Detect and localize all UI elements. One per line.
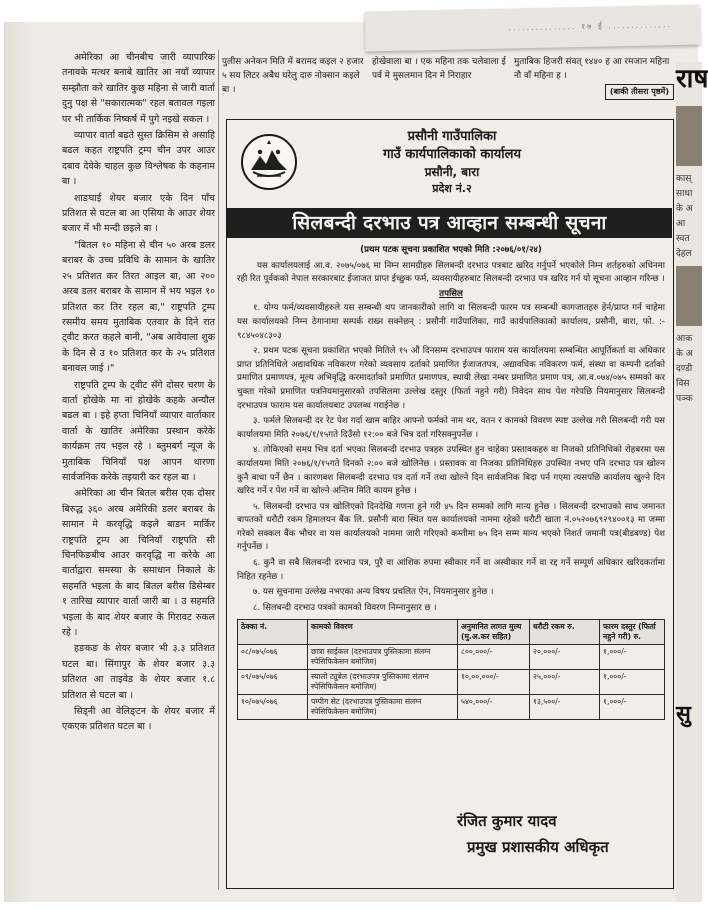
terms-heading: तपसिल xyxy=(439,288,463,299)
page-shadow xyxy=(4,22,34,902)
nepal-emblem-logo xyxy=(241,134,297,190)
top-strip-column-3 xyxy=(514,55,674,100)
term-item: ६. कुनै वा सबै सिलबन्दी दरभाउ पत्र, पुरै वा आंशिक रुपमा स्वीकार गर्ने वा अस्वीकार गर्ने वा रद्द गर्ने सम्पूर्ण अधिकार खरिदकर्तामा निहित रहनेछ । xyxy=(237,558,665,582)
right-photo-2 xyxy=(676,266,702,326)
table-cell: १३,५००/- xyxy=(530,695,600,720)
table-row xyxy=(238,695,665,720)
right-line: कास् xyxy=(676,174,692,184)
masthead-strip-text: ............... १७ ई .............. xyxy=(508,20,673,33)
notice-intro: यस कार्यालयलाई आ.व. २०७५/०७६ मा निम्न सामग्रीहरु सिलबन्दी दरभाउ पत्रबाट खरिद गर्नुपर्ने भएकोले निम्न शर्तहरुको अधिनमा रही रित पूर्वकको नेपाल सरकारबाट ईजाजत प्राप्त ईच्छुक फर्म, व्यवसायीहरुबाट सिलबन्दी दरभाउ पत्र खरिद गर्न यो सूचना आव्हान गरिन्छ । xyxy=(237,260,665,285)
right-photo xyxy=(676,106,702,166)
signatory-title: प्रमुख प्रशासकीय अधिकृत xyxy=(467,838,609,856)
left-paragraph: हङकङ के शेयर बजार भी ३.३ प्रतिशत घटल बा। सिंगापुर के शेयर बजार ३.३ प्रतिशत आ ताइवेड के शेयर बजार १.८ प्रतिशत से घटल बा । xyxy=(62,643,215,701)
table-cell: १,०००/- xyxy=(600,645,665,670)
column-header: फारम दस्तुर (फिर्ता नहुने गरी) रु. xyxy=(600,620,665,645)
right-line: देहल xyxy=(676,249,692,259)
column-header: ठेक्का नं. xyxy=(238,620,308,645)
signature-block xyxy=(457,808,657,860)
left-paragraph: राष्ट्रपति ट्रम्प के ट्वीट सँगे दोसर चरण के वार्ता होखेके मा नां होखेके कहके अन्यौल बढल बा । इहे हप्ता चिनियाँ व्यापार वार्ताकार वार्ता के खातिर अमेरिका प्रस्थान करेके कार्यक्रम तय भइल रहे । ब्लुमबर्ग न्यूज के मुताबिक चिनियाँ पक्ष आपन धारणा सार्वजनिक करेके तइयारी कर रहल बा । xyxy=(62,379,215,483)
column-header: धरौटी रकम रु. xyxy=(530,620,600,645)
right-line: आ xyxy=(676,219,686,229)
notice-header xyxy=(227,120,673,208)
top-strip-column-1: पुलीस अनेकन मिति में बरामद कइल २ हजार ५ सय लिटर अबैध घरेलु दारु नोक्सान कइले बा । xyxy=(222,57,364,95)
right-line: साधा xyxy=(676,189,693,199)
right-line: स्वत xyxy=(676,234,690,244)
table-cell: १०/०७५/०७६ xyxy=(238,695,308,720)
folded-page-corner xyxy=(365,4,701,51)
left-paragraph: सिड्नी आ वेलिङ्टन के शेयर बजार में एकएक प्रतिशत घटल बा । xyxy=(62,706,215,733)
right-line: आक xyxy=(676,334,693,344)
province-name: प्रदेश नं.२ xyxy=(432,182,472,195)
table-row xyxy=(238,645,665,670)
top-strip-column-2: होखेवाला बा । एक महिना तक चलेवाला ई पर्व मे मुसलमान दिन मे निराहार xyxy=(372,57,506,81)
work-details-table xyxy=(237,619,665,720)
left-paragraph: व्यापार वार्ता बढ़ते सुस्त क्रिसिम से असाहि बढल कहत राष्ट्रपति ट्रम्प चीन उपर आउर दबाव देवेके चाहल कुछ विश्लेषक के कहनाम बा । xyxy=(62,130,215,188)
table-cell: ५४०,०००/- xyxy=(458,695,530,720)
newspaper-page xyxy=(4,22,708,902)
table-cell: ८००,०००/- xyxy=(458,645,530,670)
office-name-block xyxy=(307,128,597,197)
left-news-column xyxy=(62,50,215,736)
right-line: के अ xyxy=(676,349,693,359)
term-item: ५. सिलबन्दी दरभाउ पत्र खोलिएको दिनदेखि गणना हुने गरी ४५ दिन सम्मको लागि मान्य हुनेछ । सिलबन्दी दरभाउको साथ जमानत बापतको धरौटी रकम हिमालयन बैंक लि. प्रसौनी बारा स्थित यस कार्यालयको नाममा रहेको धरौटी खाता नं.०५२०७६९२९४००१३ मा जम्मा गरेको सक्कल बैंक भौचर वा यस कार्यालयको नाममा जारी गरिएको कम्तीमा ७५ दिन सम्म मान्य भएको निशर्त जमानी पत्र(बीडबण्ड) पेश गर्नुपर्नेछ । xyxy=(237,501,665,553)
term-item: ४. तोकिएको समय भित्र दर्ता भएका सिलबन्दी दरभाउ पत्रहरु उपस्थित हुन चाहेका प्रस्तावकहरु वा निजको प्रतिनिधिको रोहबरमा यस कार्यालयमा मिति २०७६/१/१५गते दिनको २:०० बजे खोलिनेछ । प्रस्तावक वा निजका प्रतिनिधिहरु उपस्थित नभए पनि दरभाउ पत्र खोल्न कुनै बाधा पर्ने छैन । कारणबश सिलबन्दी दरभाउ पत्र दर्ता गर्ने तथा खोल्ने दिन सार्वजनिक बिदा पर्न गएमा त्यसपछि कार्यालय खुल्ने दिन खरिद गर्ने र पेश गर्ने वा खोल्ने अन्तिम मिति कायम हुनेछ । xyxy=(237,445,665,497)
right-line: विस xyxy=(676,379,690,389)
table-header-row xyxy=(238,620,665,645)
column-divider xyxy=(218,50,219,890)
table-cell: ०८/०७५/०७६ xyxy=(238,645,308,670)
table-cell: २०,०००/- xyxy=(530,645,600,670)
right-line: पञ्क xyxy=(676,394,693,404)
right-headline: राष xyxy=(676,64,708,94)
top-news-strip xyxy=(222,55,674,117)
office-location: प्रसौनी, बारा xyxy=(424,165,480,179)
table-cell: स्यालो ट्युबेल (दरभाउपत्र पुस्तिकामा संलग्न स्पेसिफिकेसन बमोजिम) xyxy=(308,670,458,695)
municipality-name: प्रसौनी गाउँपालिका xyxy=(407,129,497,144)
column-header: अनुमानित लागत मुल्य (मु.अ.कर सहित) xyxy=(458,620,530,645)
column-header: कामको विवरण xyxy=(308,620,458,645)
term-item: १. योग्य फर्म/व्यवसायीहरुले यस सम्बन्धी थप जानकारीको लागि वा सिलबन्दी फारम पत्र सम्बन्धी कागजातहरु हेर्न/प्राप्त गर्न चाहेमा यस कार्यालयको निम्न ठेगानामा सम्पर्क राख्न सक्नेछन् : प्रसौनी गाउँपालिका, गाउँ कार्यपालिकाको कार्यालय, प्रसौनी, बारा, फो. :- ९८४५०४८३०३ xyxy=(237,303,665,341)
top-strip-text: मुताबिक हिजरी संवत् १४४० ह आ रमजान महिना नौ वाँ महिना ह । xyxy=(514,57,670,81)
right-cut-column xyxy=(676,62,708,902)
term-item: ३. फर्मले सिलबन्दी दर रेट पेश गर्दा खाम बाहिर आफ्नो फर्मको नाम थर, वतन र कामको विवरण स्पष्ट उल्लेख गरी सिलबन्दी गरी यस कार्यालयमा मिति २०७६/१/१५गते दिउँसो १२:०० बजे भित्र दर्ता गरिसक्नुपर्नेछ । xyxy=(237,416,665,440)
right-line: दण्डी xyxy=(676,364,693,374)
table-cell: १०,००,०००/- xyxy=(458,670,530,695)
table-cell: ०९/०७५/०७६ xyxy=(238,670,308,695)
left-paragraph: अमेरिका आ चीन बितल बरीस एक दोसर बिरुद्ध ३६० अरब अमेरिकी डलर बराबर के सामान मे करवृद्धि कइले बाडन मार्किर राष्ट्रपति ट्रम्प आ चिनियाँ राष्ट्रपति सी चिनफिङबीच आउर करवृद्धि ना करेके आ वार्ताद्वारा समस्या के समाधान निकाले के सहमति भइला के बाद बितल बरीस डिसेम्बर १ तारिख व्यापार वार्ता जारी बा । उ सहमति भइला के बाद शेयर बजार के गिरावट रुकल रहे । xyxy=(62,488,215,639)
left-paragraph: "बितल १० महिना से चीन ५० अरब डलर बराबर के उच्च प्रविधि के सामान के खातिर २५ प्रतिशत कर तिरत आइल बा, आ २०० अरब डलर बराबर के सामान में भय भइल १० प्रतिशत कर तिर रहल बा," राष्ट्रपति ट्रम्प रसमीय समय मुताबिक एतवार के दिने रात ट्वीट करत कहले बानी, "अब आवेवाला शुक के दिन से उ १० प्रतिशत कर के २५ प्रतिशत बनावल जाई ।" xyxy=(62,239,215,375)
notice-title-banner: सिलबन्दी दरभाउ पत्र आव्हान सम्बन्धी सूचना xyxy=(227,208,672,238)
right-bottom-headline: सु xyxy=(676,702,691,727)
right-line: के अ xyxy=(676,204,693,214)
office-name: गाउँ कार्यपालिकाको कार्यालय xyxy=(383,147,521,162)
table-cell: १,०००/- xyxy=(600,695,665,720)
left-paragraph: अमेरिका आ चीनबीच जारी व्यापारिक तनावके मत्थर बनाबे खातिर आ नयाँ व्यापार सम्झौता करे खातिर कुछ महिना से जारी वार्ता दुनु पक्ष से "सकारात्मक" रहल बतावल गइला पर भी तार्किक निष्कर्ष में पुगे नइखे सकल । xyxy=(62,52,215,125)
table-cell: छात्रा साईकल (दरभाउपत्र पुस्तिकामा संलग्न स्पेसिफिकेसन बमोजिम) xyxy=(308,645,458,670)
continuation-note: (बाकी तीसरा पृष्ठमें) xyxy=(605,84,674,100)
term-item: ७. यस सूचनामा उल्लेख नभएका अन्य विषय प्रचलित ऐन, नियमानुसार हुनेछ । xyxy=(253,587,494,598)
table-cell: पम्पीग सेट (दरभाउपत्र पुस्तिकामा संलग्न स्पेसिफिकेसन बमोजिम) xyxy=(308,695,458,720)
table-cell: २५,०००/- xyxy=(530,670,600,695)
publish-date: (प्रथम पटक सूचना प्रकाशित भएको मिति :२०७६/०१/२४) xyxy=(360,245,542,255)
notice-body xyxy=(237,244,665,720)
term-item: २. प्रथम पटक सूचना प्रकाशित भएको मितिले १५ औं दिनसम्म दरभाउपत्र फाराम यस कार्यालयमा सम्बन्धित आपूर्तिकर्ता वा अधिकार प्राप्त प्रतिनिधिले अद्यावधिक नविकरण गरेको व्यवसाय दर्ताको प्रमाणित ईजाजतपत्र, अद्यावधिक नविकरण फर्म, संस्था वा कम्पनी दर्ताको प्रमाणित प्रमाणपत्र, मूल्य अभिवृद्धि करमादर्ताको प्रमाणित प्रमाणपत्र, स्थायी लेखा नम्बर प्रमाणित प्रमाण पत्र, आ.व.०७४/०७५ सम्मको कर चुक्ता गरेको प्रमाणित पत्रनियमानुसारको तपसिलमा उल्लेख दस्तुर (फिर्ता नहुने गरी) निवेदन साथ पेश गरेपछि नियमानुसार सिलबन्दी दरभाउपत्र फाराम यस कार्यालयबाट उपलब्ध गराईनेछ । xyxy=(237,346,665,411)
table-row xyxy=(238,670,665,695)
signatory-name: रंजित कुमार यादव xyxy=(457,812,557,830)
left-paragraph: शाङघाई शेयर बजार एके दिन पाँच प्रतिशत से घटल बा आ एसिया के आउर शेयर बजार में भी मन्दी छइले बा । xyxy=(62,192,215,235)
tender-notice xyxy=(226,119,674,889)
term-item: ८. सिलबन्दी दरभाउ पत्रको कामको विवरण निम्नानुसार छ । xyxy=(253,602,437,613)
table-cell: १,०००/- xyxy=(600,670,665,695)
